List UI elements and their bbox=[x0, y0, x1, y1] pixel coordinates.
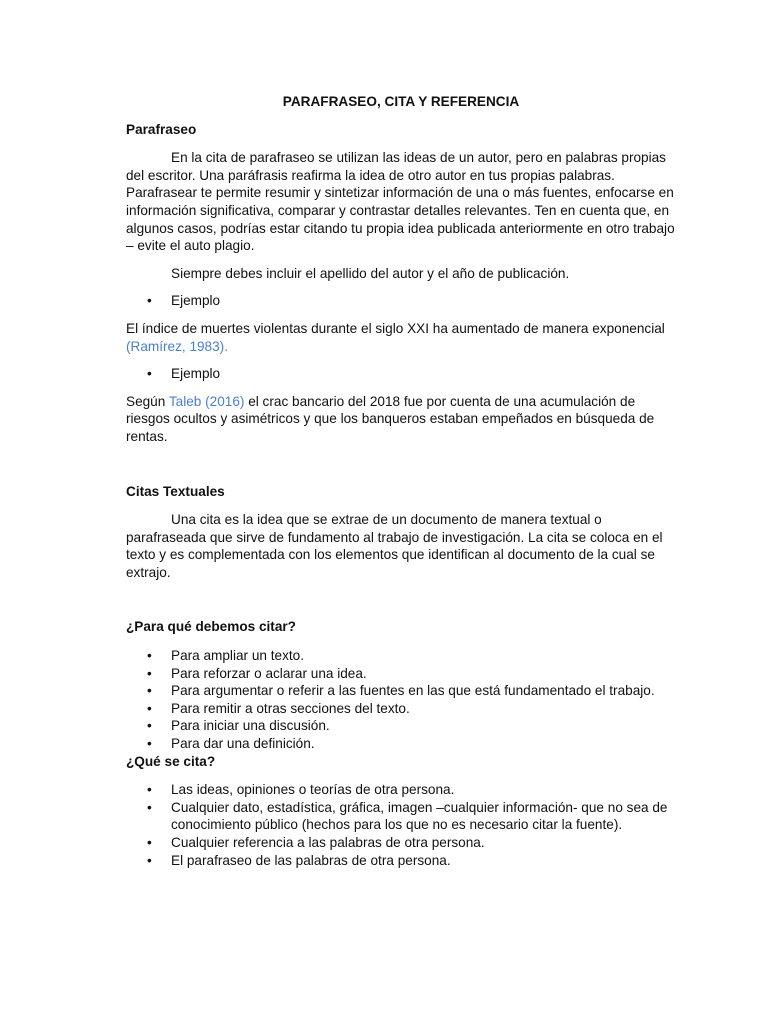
document-title: PARAFRASEO, CITA Y REFERENCIA bbox=[282, 94, 520, 109]
example-2-paragraph bbox=[126, 393, 676, 446]
example-bullet-1: • Ejemplo bbox=[126, 292, 676, 310]
example-2-text: el crac bancario del 2018 fue por cuenta de una acumulación de riesgos ocultos y asimétricos y que los banqueros estaban empeñados en búsqueda de rentas. bbox=[126, 393, 655, 444]
parafraseo-paragraph-2: Siempre debes incluir el apellido del autor y el año de publicación. bbox=[171, 265, 570, 281]
list-item: • Para dar una definición. bbox=[126, 735, 676, 753]
list-item: • Las ideas, opiniones o teorías de otra persona. bbox=[126, 781, 676, 799]
list-item: • Para iniciar una discusión. bbox=[126, 717, 676, 735]
section-heading-parafraseo: Parafraseo bbox=[126, 121, 197, 137]
section-heading-que-se-cita: ¿Qué se cita? bbox=[126, 753, 216, 769]
section-heading-para-que-citar: ¿Para qué debemos citar? bbox=[126, 619, 296, 635]
list-item: • Para argumentar o referir a las fuentes en las que está fundamentado el trabajo. bbox=[126, 682, 676, 700]
list-item: • Cualquier dato, estadística, gráfica, imagen –cualquier información- que no sea de conocimiento público (hechos para los que no es necesario citar la fuente). bbox=[126, 799, 676, 834]
example-2-citation: Taleb (2016) bbox=[168, 393, 245, 409]
example-1-text: El índice de muertes violentas durante el siglo XXI ha aumentado de manera exponencial bbox=[126, 320, 665, 336]
parafraseo-paragraph-1: En la cita de parafraseo se utilizan las ideas de un autor, pero en palabras propias del escritor. Una paráfrasis reafirma la idea de otro autor en tus propias palabras. Parafrasear te permite resumir y sintetizar información de una o más fuentes, enfocarse en información significativa, comparar y contrastar detalles relevantes. Ten en cuenta que, en algunos casos, podrías estar citando tu propia idea publicada anteriormente en otro trabajo – evite el auto plagio. bbox=[126, 150, 675, 254]
list-item: • Cualquier referencia a las palabras de otra persona. bbox=[126, 834, 676, 852]
list-item: • Para remitir a otras secciones del texto. bbox=[126, 700, 676, 718]
example-1-paragraph bbox=[126, 320, 676, 355]
para-que-citar-list bbox=[126, 647, 676, 753]
list-item: • El parafraseo de las palabras de otra persona. bbox=[126, 852, 676, 870]
section-heading-citas-textuales: Citas Textuales bbox=[126, 483, 225, 499]
example-1-citation: (Ramírez, 1983). bbox=[126, 338, 228, 354]
list-item: • Para reforzar o aclarar una idea. bbox=[126, 665, 676, 683]
citas-paragraph: Una cita es la idea que se extrae de un documento de manera textual o parafraseada que sirve de fundamento al trabajo de investigación. La cita se coloca en el texto y es complementada con los elementos que identifican al documento de la cual se extrajo. bbox=[126, 512, 663, 580]
example-bullet-2: • Ejemplo bbox=[126, 365, 676, 383]
que-se-cita-list bbox=[126, 781, 676, 869]
example-2-prefix: Según bbox=[126, 393, 169, 409]
list-item: • Para ampliar un texto. bbox=[126, 647, 676, 665]
